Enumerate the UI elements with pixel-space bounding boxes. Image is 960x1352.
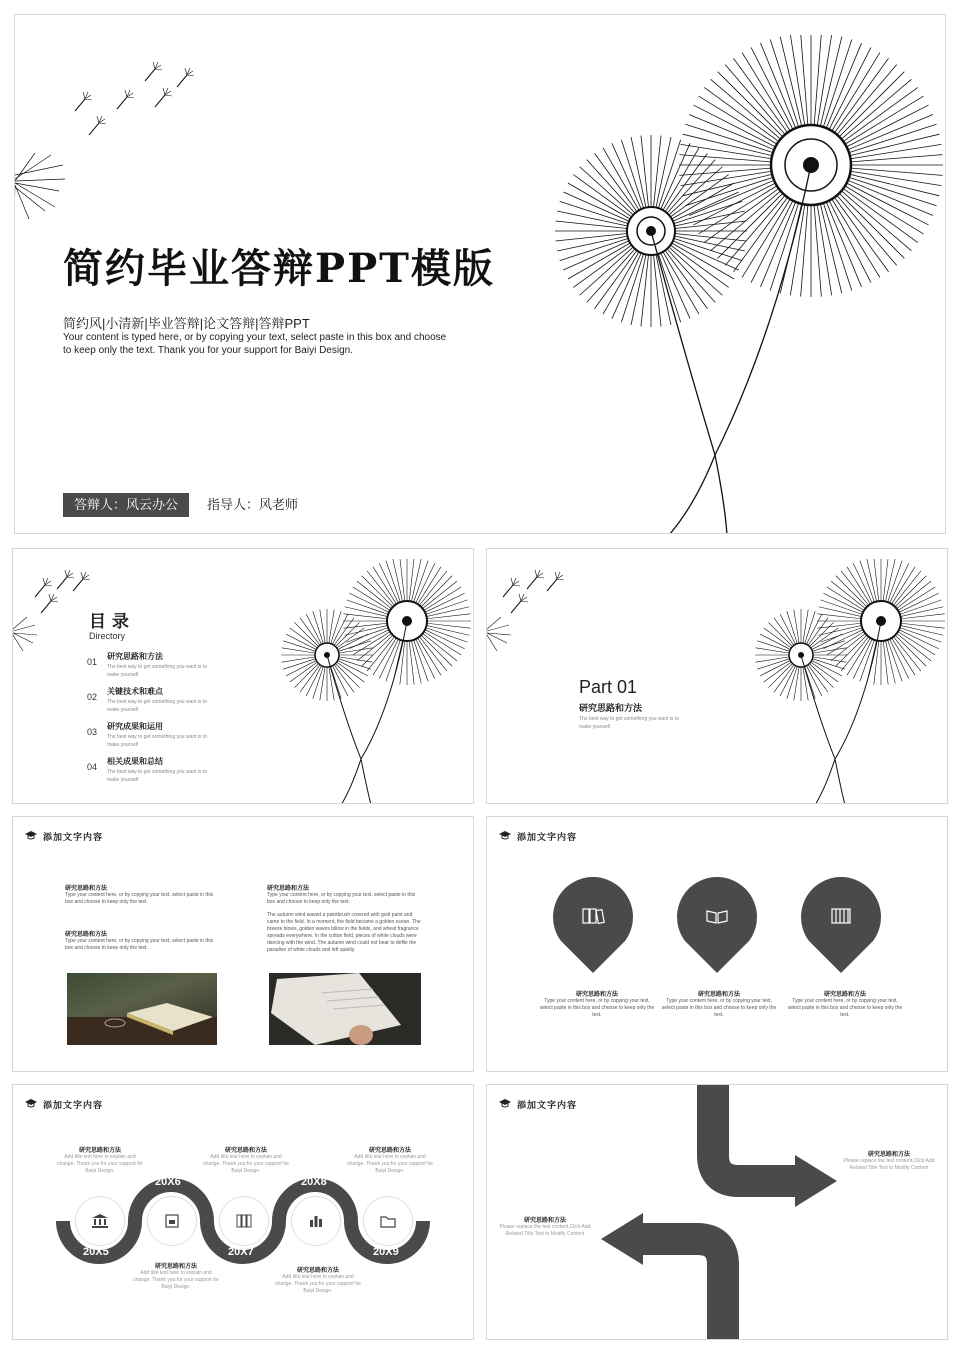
seed-mark (35, 578, 52, 597)
dandelion-ray (343, 623, 387, 628)
dandelion-ray (845, 96, 923, 144)
dandelion-ray (409, 559, 414, 601)
dandelion-ray (283, 659, 315, 670)
dandelion-puff (487, 617, 511, 651)
timeline-node (363, 1196, 413, 1246)
arrow-left-curve (597, 1195, 747, 1340)
dandelion-ray (689, 114, 774, 149)
timeline-year: 20X8 (301, 1176, 327, 1188)
timeline-label (273, 1265, 363, 1295)
timeline-label-body: Add title text here to explain and change. Thank you for your support for Baiyi Design. (274, 1274, 362, 1294)
dandelion-ray (850, 134, 939, 155)
timeline-label (201, 1145, 291, 1175)
dandelion-ray (832, 52, 880, 130)
dandelion-ray (787, 666, 798, 698)
dandelion-ray (663, 148, 699, 210)
dandelion-ray (742, 199, 790, 277)
dandelion-seeds-illustration (487, 549, 587, 669)
dandelion-ray (698, 186, 776, 234)
timeline-label-title: 研究思路和方法 (368, 1147, 411, 1154)
dandelion-ray (595, 250, 637, 308)
timeline-label-title: 研究思路和方法 (224, 1147, 267, 1154)
dandelion-ray (780, 37, 801, 126)
dandelion-ray (658, 140, 680, 208)
seed-mark (75, 92, 92, 111)
seed-mark (41, 594, 58, 613)
dandelion-ray (685, 177, 772, 205)
pins-slide[interactable] (486, 816, 948, 1072)
folder-icon (380, 1215, 396, 1228)
dandelion-ray (568, 243, 630, 279)
dandelion-ray (742, 52, 790, 130)
arrow-label-title: 研究思路和方法 (867, 1151, 910, 1158)
seed-mark (73, 572, 90, 591)
map-pin-marker (799, 875, 883, 975)
timeline-label-title: 研究思路和方法 (296, 1267, 339, 1274)
toc-item-title: 研究思路和方法 (107, 651, 163, 661)
slide-header-title: 添加文字内容 (43, 1100, 104, 1111)
dandelion-ray (313, 611, 324, 643)
dandelion-ray (760, 202, 795, 287)
toc-subtitle: Directory (89, 631, 126, 641)
dandelion-ray (557, 211, 627, 226)
timeline-label (345, 1145, 435, 1175)
timeline-year: 20X9 (373, 1246, 399, 1258)
dandelion-ray (848, 114, 933, 149)
toc-item-title: 相关成果和总结 (107, 756, 163, 766)
toc-item-number: 03 (87, 727, 98, 737)
pin-label (785, 989, 905, 1019)
toc-item-number: 02 (87, 692, 98, 702)
dandelion-ray (673, 241, 739, 270)
timeline-label (131, 1261, 221, 1291)
toc-slide[interactable] (12, 548, 474, 804)
dandelion-ray (698, 96, 776, 144)
dandelion-ray (573, 175, 631, 217)
seed-mark (527, 570, 544, 589)
dandelion-ray (817, 205, 831, 296)
text-block-body: Type your content here, or by copying your text, select paste in this box and choose to keep only the text. (267, 892, 416, 905)
cover-subtitle: 简约风|小清新|毕业答辩|论文答辩|答辩PPT (63, 316, 310, 331)
seed-mark (177, 68, 194, 87)
arrow-label-title: 研究思路和方法 (523, 1217, 566, 1224)
timeline-year: 20X7 (228, 1246, 254, 1258)
dandelion-puff (15, 153, 65, 245)
slide-header-title: 添加文字内容 (517, 1100, 578, 1111)
text-photo-slide[interactable] (12, 816, 474, 1072)
dandelion-ray (832, 199, 880, 277)
dandelion-ray (335, 663, 359, 687)
arrow-label-body: Please replace the text content,Click Add Related Title Text to Modify Content (499, 1224, 591, 1237)
map-pin-marker (675, 875, 759, 975)
dandelion-ray (283, 641, 315, 652)
dandelion-ray (756, 657, 790, 662)
dandelion-ray (400, 641, 405, 685)
dandelion-ray (901, 623, 945, 628)
dandelion-ray (665, 250, 707, 308)
dandelion-ray (658, 254, 680, 322)
part-desc: The best way to get something you want is to make yourself (579, 716, 680, 730)
graduation-cap-icon (25, 831, 37, 841)
advisor-label: 指导人：风老师 (207, 497, 299, 512)
dandelion-ray (829, 47, 871, 129)
dandelion-ray (409, 641, 414, 685)
timeline-label-body: Add title text here to explain and change. Thank you for your support for Baiyi Design. (132, 1270, 220, 1290)
dandelion-ray (814, 35, 821, 125)
dandelion-ray (817, 614, 861, 619)
dandelion-ray (675, 221, 747, 229)
dandelion-ray (560, 238, 628, 260)
toc-item-desc: The best way to get something you want is to make yourself (107, 699, 208, 713)
dandelion-ray (809, 663, 833, 687)
document-icon (165, 1214, 179, 1228)
dandelion-ray (770, 39, 798, 126)
dandelion-ray (883, 559, 888, 601)
timeline-node (219, 1196, 269, 1246)
dandelion-ray (631, 137, 646, 207)
pin-label (659, 989, 779, 1019)
slide-header (499, 1097, 577, 1111)
text-block-title: 研究思路和方法 (65, 931, 108, 938)
pin-label-body: Type your content here, or by copying your text, select paste in this box and choose to keep only the text. (787, 998, 903, 1018)
text-block-body: Type your content here, or by copying your text, select paste in this box and choose to keep only the text. (65, 938, 214, 951)
text-block (65, 883, 215, 906)
dandelion-ray (851, 155, 943, 162)
dandelion-ray (669, 247, 723, 295)
dandelion-ray (656, 137, 671, 207)
dandelion-ray (874, 559, 879, 601)
dandelion-ray (661, 253, 690, 319)
pin-label-title: 研究思路和方法 (575, 991, 618, 998)
dandelion-ray (672, 243, 734, 279)
dandelion-ray (568, 183, 630, 219)
pin-label-body: Type your content here, or by copying your text, select paste in this box and choose to keep only the text. (539, 998, 655, 1018)
seed-mark (503, 578, 520, 597)
text-block (65, 929, 215, 952)
dandelion-ray (400, 559, 405, 601)
dandelion-ray (801, 205, 808, 297)
dandelion-ray (580, 247, 634, 295)
dandelion-ray (612, 253, 641, 319)
dandelion-ray (794, 610, 799, 644)
dandelion-ray (812, 659, 844, 670)
text-block-paragraph: The autumn wind waved a paintbrush covered with gold paint and came to the field. In a moment, the field became a golden ocean. The breeze blows, golden waves billow in the fields, and wheat fragrance spreads everywhere. In the cotton field, pieces of white clouds were dancing with the wind. The autumn wind could not bear to defile the paradise of white clouds and left quietly. (267, 912, 421, 953)
dandelion-ray (674, 211, 744, 226)
dandelion-ray (663, 252, 699, 314)
dandelion-ray (693, 183, 775, 225)
toc-item-desc: The best way to get something you want is to make yourself (107, 664, 208, 678)
dandelion-ray (674, 201, 742, 223)
dandelion-ray (817, 623, 861, 628)
dandelion-ray (790, 35, 804, 125)
dandelion-ray (845, 186, 923, 234)
dandelion-ray (693, 105, 775, 147)
arrow-label-right (839, 1149, 939, 1172)
dandelion-ray (621, 254, 643, 322)
dandelion-ray (427, 623, 471, 628)
dandelion-ray (612, 143, 641, 209)
dandelion-ray (768, 663, 792, 687)
part-title: Part 01 (579, 677, 638, 697)
dandelion-puff (13, 617, 37, 651)
dandelion-ray (294, 663, 318, 687)
dandelion-ray (847, 105, 929, 147)
pin-label-title: 研究思路和方法 (823, 991, 866, 998)
dandelion-ray (656, 254, 671, 324)
dandelion-ray (580, 167, 634, 215)
toc-item-number: 01 (87, 657, 98, 667)
dandelion-ray (817, 35, 831, 125)
dandelion-ray (756, 648, 790, 653)
dandelion-ray (757, 659, 789, 670)
dandelion-ray (331, 611, 342, 643)
dandelion-flower-large (771, 125, 851, 205)
dandelion-ray (320, 610, 325, 644)
text-block-title: 研究思路和方法 (65, 885, 108, 892)
dandelion-ray (563, 241, 629, 270)
slide-header-title: 添加文字内容 (43, 832, 104, 843)
dandelion-ray (338, 659, 370, 670)
dandelion-ray (820, 37, 841, 126)
toc-item-number: 04 (87, 762, 98, 772)
dandelion-ray (631, 254, 646, 324)
dandelion-ray (813, 657, 847, 662)
dandelion-ray (670, 245, 728, 287)
photo-book-on-table (67, 973, 217, 1045)
dandelion-ray (751, 47, 793, 129)
timeline-node (147, 1196, 197, 1246)
seed-mark (117, 90, 134, 109)
dandelion-ray (751, 201, 793, 283)
toc-item-title: 研究成果和运用 (107, 721, 163, 731)
dandelion-ray (587, 249, 635, 303)
timeline-label-title: 研究思路和方法 (154, 1263, 197, 1270)
dandelion-ray (641, 136, 649, 208)
bank-icon (92, 1214, 108, 1228)
timeline-label-body: Add title text here to explain and change. Thank you for your support for Baiyi Design. (346, 1154, 434, 1174)
dandelion-ray (849, 124, 936, 152)
arrow-label-left (495, 1215, 595, 1238)
pin-label-body: Type your content here, or by copying your text, select paste in this box and choose to keep only the text. (661, 998, 777, 1018)
dandelion-ray (829, 201, 871, 283)
dandelion-flowers-illustration (749, 559, 948, 804)
dandelion-ray (556, 234, 628, 242)
dandelion-ray (683, 174, 772, 195)
dandelion-seeds-illustration (15, 15, 235, 255)
timeline-node (291, 1196, 341, 1246)
arrow-label-body: Please replace the text content,Click Add Related Title Text to Modify Content (843, 1158, 935, 1171)
dandelion-ray (557, 236, 627, 251)
dandelion-ray (573, 245, 631, 287)
dandelion-ray (556, 221, 628, 229)
dandelion-ray (560, 201, 628, 223)
map-pin-marker (551, 875, 635, 975)
seed-mark (547, 572, 564, 591)
dandelion-ray (787, 611, 798, 643)
photo-reading-book (269, 973, 421, 1045)
dandelion-ray (595, 153, 637, 211)
dandelion-ray (820, 204, 841, 293)
dandelion-ray (901, 614, 945, 619)
timeline-year: 20X6 (155, 1176, 181, 1188)
bar-chart-icon (309, 1214, 323, 1228)
part-slide[interactable] (486, 548, 948, 804)
dandelion-ray (805, 666, 816, 698)
dandelion-ray (294, 622, 318, 646)
seed-mark (57, 570, 74, 589)
dandelion-ray (847, 183, 929, 225)
part-subtitle: 研究思路和方法 (579, 704, 643, 714)
dandelion-flowers-illustration (545, 35, 945, 534)
dandelion-ray (587, 160, 635, 214)
dandelion-ray (282, 648, 316, 653)
dandelion-ray (282, 657, 316, 662)
slide-header-title: 添加文字内容 (517, 832, 578, 843)
dandelion-ray (621, 140, 643, 208)
dandelion-ray (823, 203, 851, 290)
cover-slide[interactable] (14, 14, 946, 534)
dandelion-ray (851, 144, 942, 158)
dandelion-ray (343, 614, 387, 619)
graduation-cap-icon (25, 1099, 37, 1109)
text-block (267, 883, 423, 954)
dandelion-ray (849, 177, 936, 205)
timeline-label (55, 1145, 145, 1175)
slide-header (499, 829, 577, 843)
dandelion-ray (805, 611, 816, 643)
seed-mark (155, 88, 172, 107)
books-icon (236, 1214, 252, 1228)
dandelion-ray (563, 192, 629, 221)
timeline-label-body: Add title text here to explain and change. Thank you for your support for Baiyi Design. (56, 1154, 144, 1174)
dandelion-ray (641, 255, 649, 327)
dandelion-ray (823, 39, 851, 126)
timeline-label-body: Add title text here to explain and change. Thank you for your support for Baiyi Design. (202, 1154, 290, 1174)
dandelion-ray (667, 160, 715, 214)
timeline-slide[interactable] (12, 1084, 474, 1340)
timeline-node (75, 1196, 125, 1246)
dandelion-ray (768, 622, 792, 646)
dandelion-ray (654, 136, 662, 208)
dandelion-ray (313, 666, 324, 698)
dandelion-ray (794, 667, 799, 701)
dandelion-ray (851, 171, 942, 185)
graduation-cap-icon (499, 831, 511, 841)
dandelion-ray (679, 168, 771, 175)
dandelion-ray (803, 610, 808, 644)
text-block-title: 研究思路和方法 (267, 885, 310, 892)
toc-title: 目 录 (89, 612, 129, 632)
dandelion-ray (850, 174, 939, 195)
pin-label-title: 研究思路和方法 (697, 991, 740, 998)
cover-description: Your content is typed here, or by copying your text, select paste in this box and choose to keep only the text. Thank you for your support for Baiyi Design. (63, 332, 447, 356)
dandelion-ray (667, 249, 715, 303)
dandelion-ray (329, 610, 334, 644)
slide-header (25, 1097, 103, 1111)
pin-label (537, 989, 657, 1019)
dandelion-ray (780, 204, 801, 293)
dandelion-ray (848, 180, 933, 215)
dandelion-ray (320, 667, 325, 701)
cover-title: 简约毕业答辩PPT模版 (63, 245, 495, 292)
seed-mark (89, 116, 106, 135)
seed-mark (145, 62, 162, 81)
dandelion-ray (801, 35, 808, 125)
timeline-label-title: 研究思路和方法 (78, 1147, 121, 1154)
dandelion-ray (760, 43, 795, 128)
dandelion-ray (770, 203, 798, 290)
dandelion-ray (826, 202, 861, 287)
dandelion-ray (603, 252, 639, 314)
dandelion-ray (427, 614, 471, 619)
dandelion-ray (790, 205, 804, 296)
dandelion-ray (851, 168, 943, 175)
arrows-slide[interactable] (486, 1084, 948, 1340)
dandelion-ray (814, 205, 821, 297)
dandelion-ray (883, 641, 888, 685)
text-block-body: Type your content here, or by copying your text, select paste in this box and choose to keep only the text. (65, 892, 214, 905)
toc-item-title: 关键技术和难点 (107, 686, 163, 696)
toc-item-desc: The best way to get something you want is to make yourself (107, 769, 208, 783)
graduation-cap-icon (499, 1099, 511, 1109)
dandelion-ray (661, 143, 690, 209)
seed-mark (511, 594, 528, 613)
slide-header (25, 829, 103, 843)
dandelion-ray (331, 666, 342, 698)
timeline-year: 20X5 (83, 1246, 109, 1258)
presenter-badge: 答辩人：风云办公 (63, 493, 189, 517)
dandelion-flower-small (627, 207, 675, 255)
dandelion-flowers-illustration (275, 559, 474, 804)
dandelion-ray (826, 43, 861, 128)
dandelion-ray (874, 641, 879, 685)
dandelion-ray (670, 175, 728, 217)
dandelion-ray (757, 641, 789, 652)
dandelion-ray (603, 148, 639, 210)
dandelion-ray (681, 171, 772, 185)
toc-item-desc: The best way to get something you want is to make yourself (107, 734, 208, 748)
dandelion-ray (339, 657, 373, 662)
